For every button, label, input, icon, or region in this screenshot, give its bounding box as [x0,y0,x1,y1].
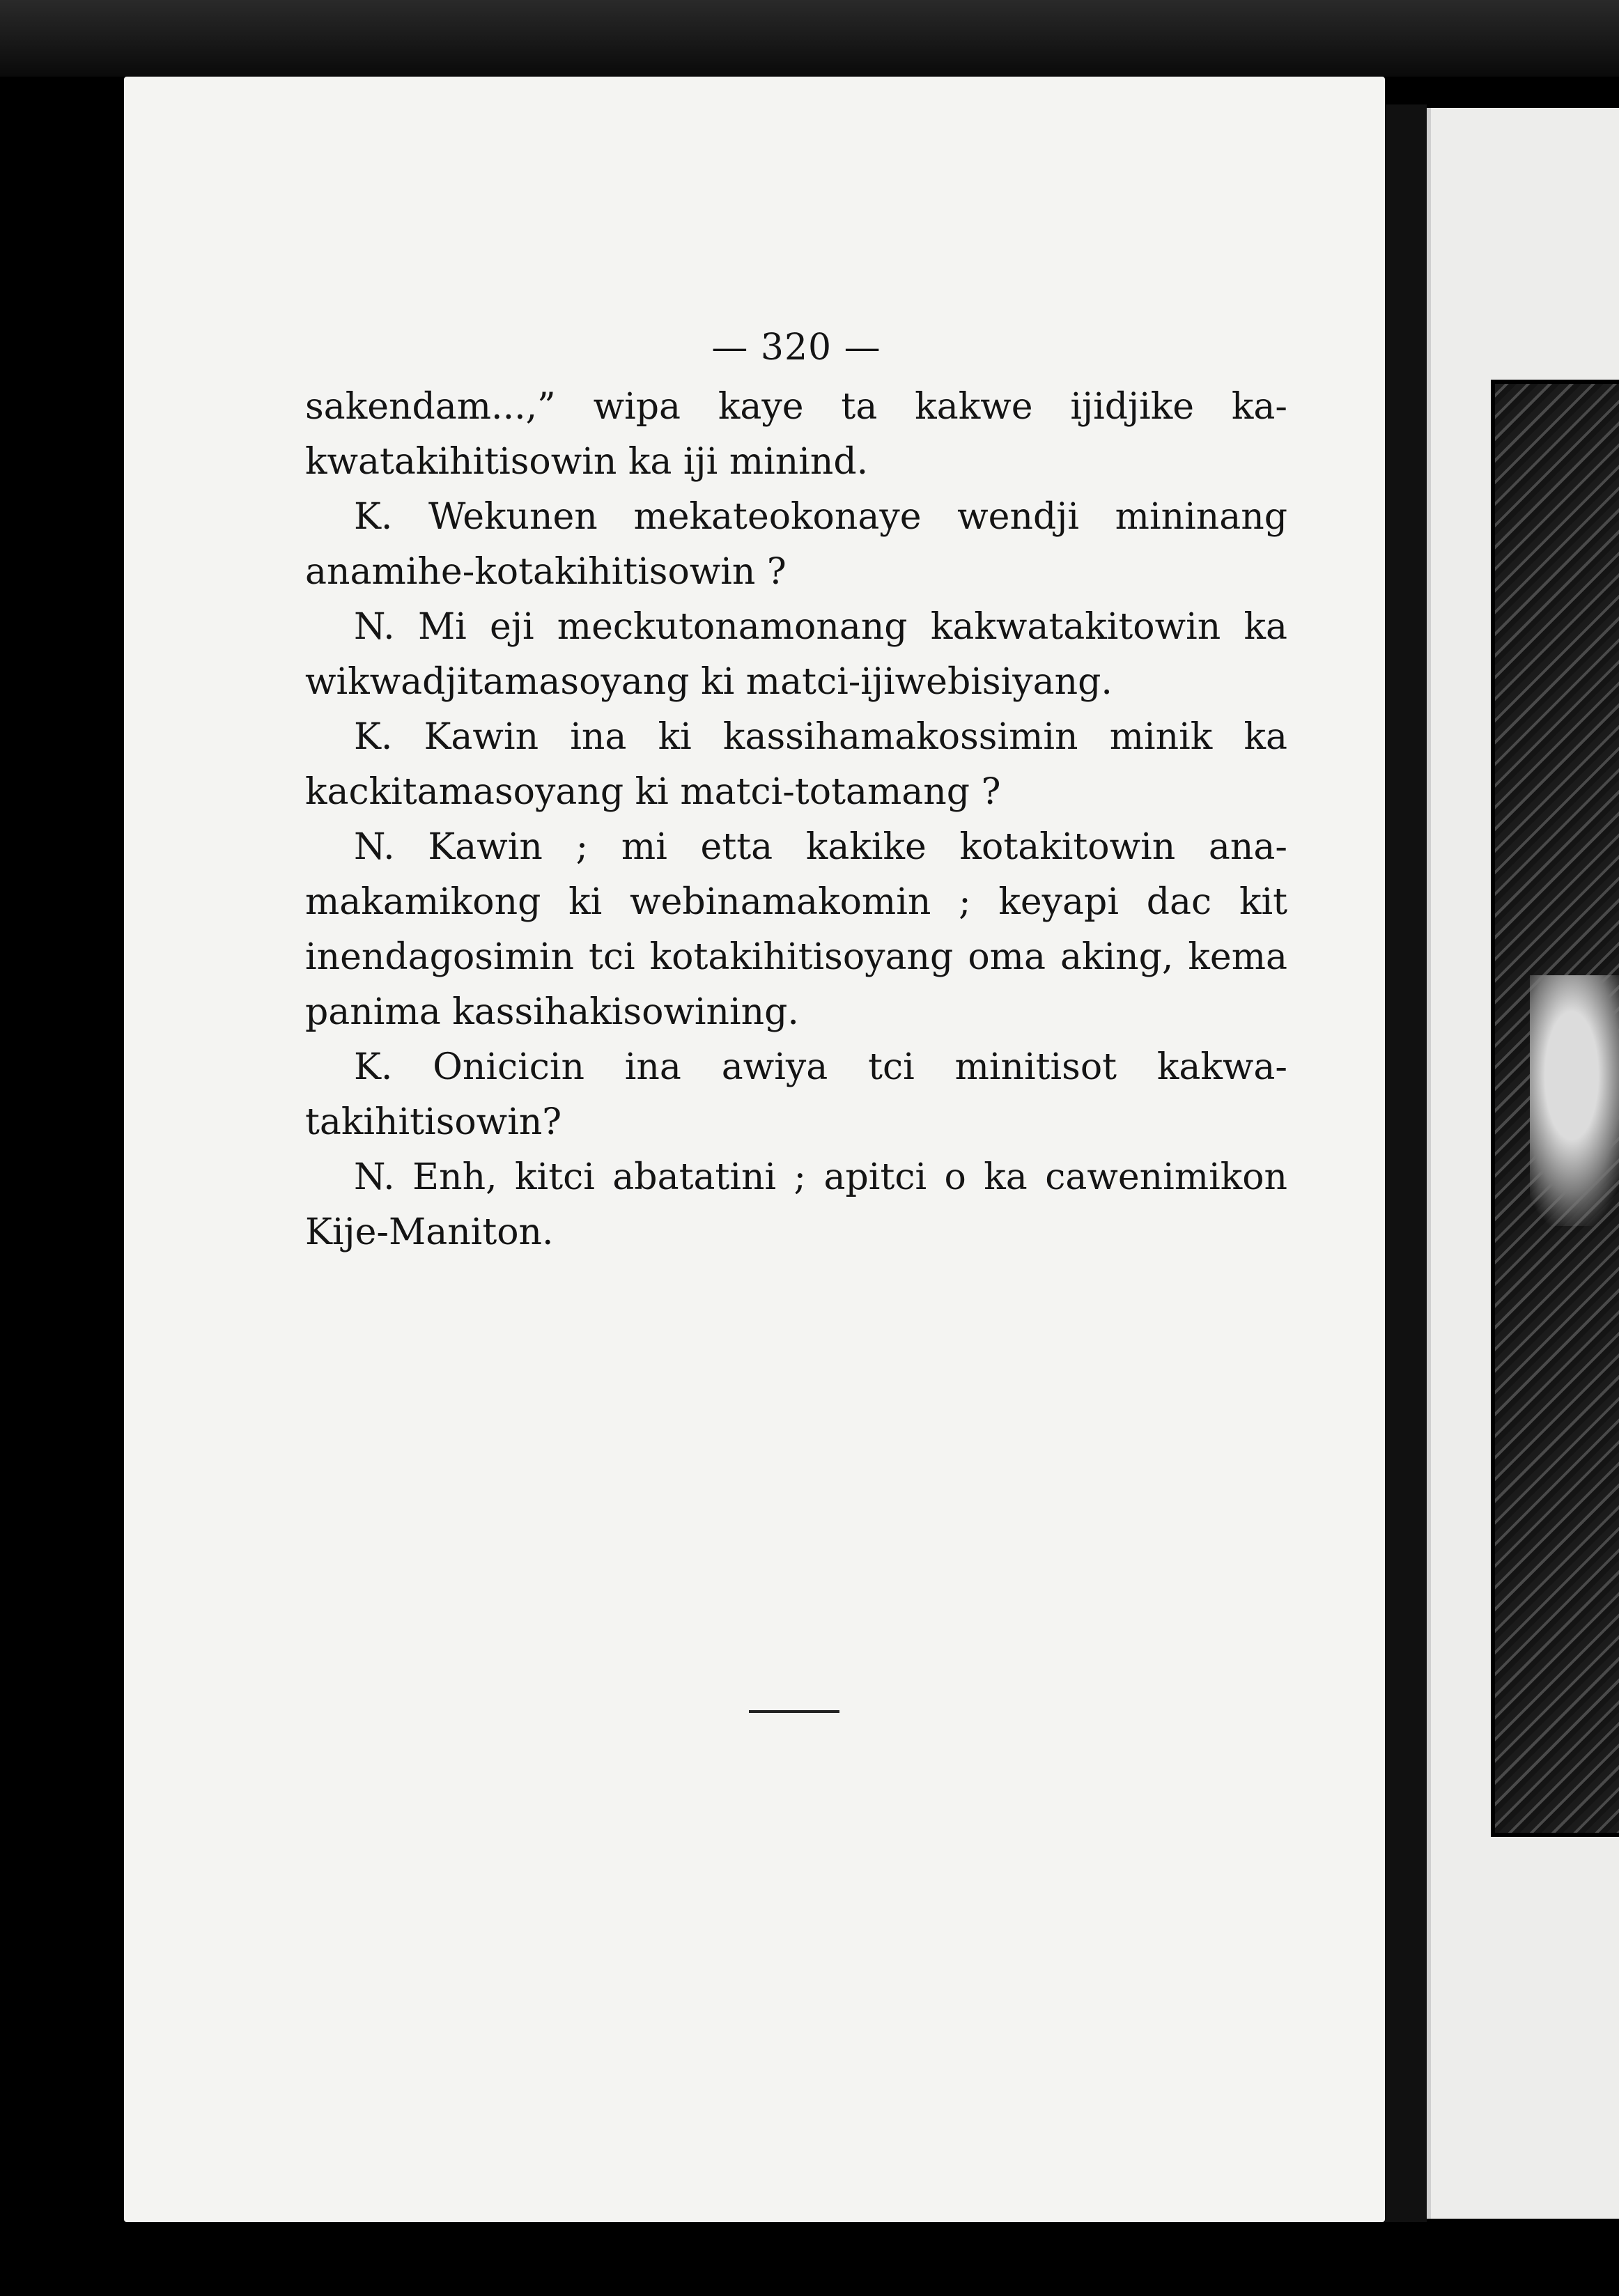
paragraph-1: sakendam...,” wipa kaye ta kakwe ijidjike kakwatakihitisowin ka iji minind. [305,386,1287,483]
page-text [305,320,1287,1260]
paragraph-6: K. Onicicin ina awiya tci minitisot kakwatakihitisowin? [305,1046,1287,1143]
book-spine [1385,104,1427,2222]
paragraph-2: K. Wekunen mekateokonaye wendji mininang anamihe-kotakihitisowin ? [305,496,1287,593]
end-rule [749,1710,839,1713]
engraving-highlight [1530,975,1619,1226]
paragraph-7: N. Enh, kitci abatatini ; apitci o ka cawenimikon Kije-Maniton. [305,1156,1287,1253]
paragraph-5: N. Kawin ; mi etta kakike kotakitowin anamakamikong ki webinamakomin ; keyapi dac kit inendagosimin tci kotakihitisoyang oma aking, kema panima kassihakisowining. [305,826,1287,1033]
page-number: — 320 — [711,327,881,369]
scan-border [0,0,1619,77]
paragraph-3: N. Mi eji meckutonamonang kakwatakitowin ka wikwadjitamasoyang ki matci-ijiwebisiyang. [305,606,1287,703]
paragraph-4: K. Kawin ina ki kassihamakossimin minik ka kackitamasoyang ki matci-totamang ? [305,716,1287,813]
